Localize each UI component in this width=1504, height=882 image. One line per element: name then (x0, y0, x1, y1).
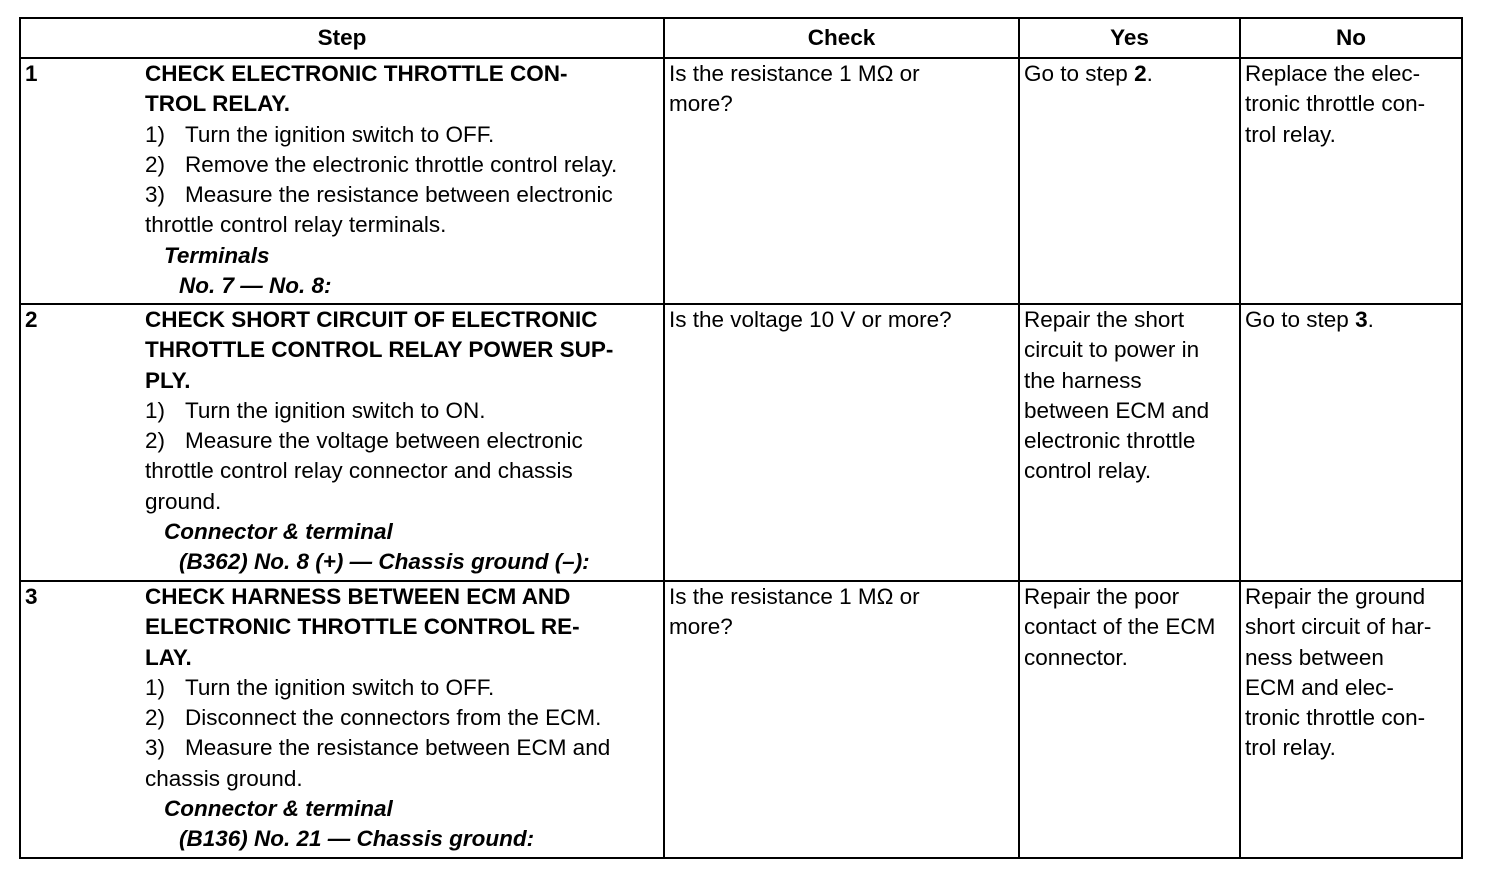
substep (145, 180, 659, 210)
yes-text-line: connector. (1024, 644, 1128, 670)
table-row (20, 58, 1462, 304)
substep (145, 673, 659, 703)
yes-text-line: circuit to power in (1024, 337, 1200, 363)
substep-text: Measure the voltage between electronic (185, 428, 583, 454)
check-text-line: Is the voltage 10 V or more? (669, 307, 952, 332)
check-cell (664, 304, 1019, 581)
substep-number: 1) (145, 397, 166, 423)
substep-text: Measure the resistance between ECM and (185, 735, 611, 761)
check-text-line: Is the resistance 1 MΩ or (669, 61, 920, 86)
substep-number: 3) (145, 735, 166, 761)
no-suffix: . (1367, 307, 1374, 332)
substep (145, 703, 659, 733)
substep (145, 426, 659, 456)
spec-value: (B136) No. 21 — Chassis ground: (179, 826, 535, 852)
spec-label: Connector & terminal (164, 796, 393, 822)
check-cell (664, 58, 1019, 304)
yes-text-line: between ECM and (1024, 397, 1210, 423)
no-text-line: ECM and elec- (1245, 674, 1394, 700)
substep-text: Turn the ignition switch to OFF. (185, 121, 495, 147)
no-cell (1240, 304, 1462, 581)
substep-number: 2) (145, 151, 166, 177)
no-text-line: tronic throttle con- (1245, 705, 1426, 731)
step-title-line: LAY. (145, 644, 192, 670)
substep-continuation: chassis ground. (145, 765, 303, 791)
step-description (141, 304, 664, 581)
no-text-line: trol relay. (1245, 735, 1336, 761)
header-check: Check (664, 18, 1019, 58)
yes-text-line: electronic throttle (1024, 428, 1196, 454)
step-description (141, 58, 664, 304)
step-title-line: CHECK SHORT CIRCUIT OF ELECTRONIC (145, 307, 598, 332)
substep (145, 120, 659, 150)
yes-text (1024, 59, 1235, 89)
no-text-line: ness between (1245, 644, 1384, 670)
yes-text-line: the harness (1024, 367, 1142, 393)
yes-text-line: contact of the ECM (1024, 614, 1216, 640)
substep-continuation: ground. (145, 488, 222, 514)
substep-text: Remove the electronic throttle control relay. (185, 151, 618, 177)
table-header-row (20, 18, 1462, 58)
yes-cell (1019, 58, 1240, 304)
header-step: Step (20, 18, 664, 58)
substep (145, 150, 659, 180)
yes-prefix: Go to step (1024, 61, 1135, 86)
spec-value: No. 7 — No. 8: (179, 273, 332, 299)
spec-value: (B362) No. 8 (+) — Chassis ground (–): (179, 549, 590, 575)
check-cell (664, 581, 1019, 858)
spec-label: Connector & terminal (164, 519, 393, 545)
substep-number: 2) (145, 428, 166, 454)
substep-text: Turn the ignition switch to ON. (185, 397, 486, 423)
no-prefix: Go to step (1245, 307, 1356, 332)
step-reference: 3 (1355, 307, 1368, 332)
table-row (20, 304, 1462, 581)
substep-text: Turn the ignition switch to OFF. (185, 674, 495, 700)
substep (145, 396, 659, 426)
no-text-line: tronic throttle con- (1245, 91, 1426, 117)
check-text-line: Is the resistance 1 MΩ or (669, 584, 920, 609)
step-number: 2 (20, 304, 141, 581)
substep-number: 1) (145, 674, 166, 700)
spec-label: Terminals (164, 242, 270, 268)
yes-text-line: Repair the poor (1024, 584, 1180, 609)
substep (145, 733, 659, 763)
no-text (1245, 305, 1457, 335)
yes-text-line: Repair the short (1024, 307, 1185, 332)
step-title-line: CHECK HARNESS BETWEEN ECM AND (145, 584, 571, 609)
header-yes: Yes (1019, 18, 1240, 58)
step-title-line: PLY. (145, 367, 191, 393)
yes-cell (1019, 581, 1240, 858)
substep-number: 2) (145, 705, 166, 731)
step-reference: 2 (1134, 61, 1147, 86)
substep-number: 1) (145, 121, 166, 147)
check-text-line: more? (669, 614, 733, 640)
step-title-line: ELECTRONIC THROTTLE CONTROL RE- (145, 614, 580, 640)
substep-text: Measure the resistance between electronic (185, 182, 613, 208)
substep-continuation: throttle control relay connector and chassis (145, 458, 573, 484)
no-text-line: Repair the ground (1245, 584, 1426, 609)
diagnostic-table (19, 17, 1463, 859)
substep-continuation: throttle control relay terminals. (145, 212, 447, 238)
no-cell (1240, 581, 1462, 858)
step-title-line: TROL RELAY. (145, 91, 291, 117)
yes-text-line: control relay. (1024, 458, 1152, 484)
substep-text: Disconnect the connectors from the ECM. (185, 705, 602, 731)
no-text-line: Replace the elec- (1245, 61, 1421, 86)
no-cell (1240, 58, 1462, 304)
header-no: No (1240, 18, 1462, 58)
step-title-line: THROTTLE CONTROL RELAY POWER SUP- (145, 337, 614, 363)
step-description (141, 581, 664, 858)
step-title-line: CHECK ELECTRONIC THROTTLE CON- (145, 61, 568, 86)
yes-cell (1019, 304, 1240, 581)
step-number: 3 (20, 581, 141, 858)
no-text-line: short circuit of har- (1245, 614, 1432, 640)
step-number: 1 (20, 58, 141, 304)
yes-suffix: . (1146, 61, 1153, 86)
table-row (20, 581, 1462, 858)
check-text-line: more? (669, 91, 733, 117)
no-text-line: trol relay. (1245, 121, 1336, 147)
substep-number: 3) (145, 182, 166, 208)
